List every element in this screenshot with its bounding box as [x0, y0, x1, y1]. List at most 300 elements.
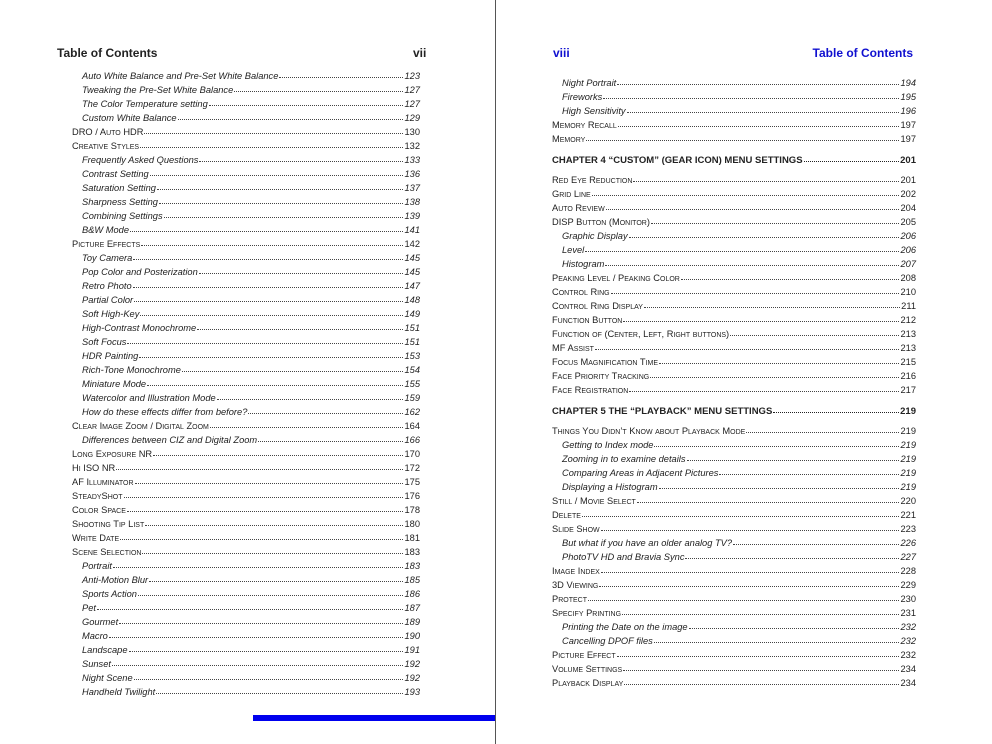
toc-entry[interactable] — [552, 173, 916, 187]
toc-entry-page: 189 — [404, 617, 420, 627]
toc-entry-page: 132 — [404, 141, 420, 151]
toc-entry-page: 227 — [900, 552, 916, 562]
toc-dot-leader — [623, 312, 899, 322]
toc-entry-label: 3D Viewing — [552, 580, 599, 590]
toc-dot-leader — [659, 479, 900, 489]
toc-entry-label: But what if you have an older analog TV? — [562, 538, 733, 548]
toc-entry[interactable] — [552, 341, 916, 355]
toc-entry[interactable] — [72, 265, 420, 279]
toc-entry-label: Protect — [552, 594, 587, 604]
toc-entry[interactable] — [72, 685, 420, 699]
toc-dot-leader — [651, 214, 900, 224]
toc-entry[interactable] — [552, 550, 916, 564]
toc-entry-page: 205 — [900, 217, 916, 227]
toc-entry-label: Miniature Mode — [82, 379, 147, 389]
toc-entry-label: Soft High-Key — [82, 309, 140, 319]
toc-entry-page: 219 — [900, 468, 916, 478]
toc-entry-label: Macro — [82, 631, 108, 641]
toc-entry-label: Memory — [552, 134, 586, 144]
toc-dot-leader — [178, 110, 404, 120]
toc-dot-leader — [119, 614, 403, 624]
toc-entry[interactable] — [552, 369, 916, 383]
toc-dot-leader — [624, 675, 899, 685]
toc-entry-page: 212 — [900, 315, 916, 325]
left-page-number: vii — [413, 46, 427, 60]
toc-entry-page: 191 — [404, 645, 420, 655]
toc-entry-label: Scene Selection — [72, 547, 142, 557]
toc-entry[interactable] — [552, 676, 916, 690]
toc-entry-label: High-Contrast Monochrome — [82, 323, 197, 333]
toc-dot-leader — [644, 298, 900, 308]
toc-dot-leader — [588, 591, 900, 601]
toc-entry-page: 204 — [900, 203, 916, 213]
toc-entry-page: 166 — [404, 435, 420, 445]
toc-entry[interactable] — [552, 327, 916, 341]
toc-entry[interactable] — [72, 321, 420, 335]
toc-entry[interactable] — [72, 545, 420, 559]
toc-entry[interactable] — [72, 307, 420, 321]
toc-entry[interactable] — [72, 419, 420, 433]
toc-entry[interactable] — [552, 187, 916, 201]
toc-entry-label: Night Scene — [82, 673, 133, 683]
toc-entry-page: 232 — [900, 650, 916, 660]
toc-entry[interactable] — [72, 223, 420, 237]
toc-dot-leader — [592, 186, 900, 196]
toc-dot-leader — [637, 493, 900, 503]
toc-entry[interactable] — [72, 433, 420, 447]
toc-entry-label: Rich-Tone Monochrome — [82, 365, 181, 375]
right-toc-list — [552, 76, 916, 690]
toc-entry-label: Toy Camera — [82, 253, 133, 263]
toc-entry-page: 213 — [900, 329, 916, 339]
toc-entry-label: Hi ISO NR — [72, 463, 116, 473]
toc-entry-label: Soft Focus — [82, 337, 127, 347]
toc-entry-page: 190 — [404, 631, 420, 641]
toc-entry-page: 172 — [404, 463, 420, 473]
toc-entry[interactable] — [552, 522, 916, 536]
toc-dot-leader — [164, 208, 404, 218]
toc-entry[interactable] — [72, 153, 420, 167]
toc-entry-label: Retro Photo — [82, 281, 132, 291]
toc-dot-leader — [139, 348, 403, 358]
toc-entry-label: Pet — [82, 603, 96, 613]
toc-dot-leader — [153, 446, 403, 456]
toc-entry-page: 155 — [404, 379, 420, 389]
toc-entry[interactable] — [552, 313, 916, 327]
toc-entry-page: 228 — [900, 566, 916, 576]
toc-dot-leader — [606, 200, 900, 210]
toc-entry-page: 147 — [404, 281, 420, 291]
toc-dot-leader — [109, 628, 404, 638]
toc-entry[interactable] — [72, 391, 420, 405]
toc-dot-leader — [144, 124, 403, 134]
toc-dot-leader — [585, 242, 899, 252]
right-page-number: viii — [553, 46, 570, 60]
toc-entry-page: 186 — [404, 589, 420, 599]
toc-entry[interactable] — [552, 271, 916, 285]
toc-entry-label: AF Illuminator — [72, 477, 134, 487]
toc-entry-page: 229 — [900, 580, 916, 590]
toc-dot-leader — [629, 228, 900, 238]
toc-entry[interactable] — [72, 195, 420, 209]
toc-entry-page: 219 — [900, 406, 916, 417]
toc-entry-page: 217 — [900, 385, 916, 395]
toc-entry[interactable] — [72, 461, 420, 475]
toc-entry-page: 230 — [900, 594, 916, 604]
toc-dot-leader — [159, 194, 404, 204]
toc-dot-leader — [746, 423, 899, 433]
toc-dot-leader — [617, 647, 900, 657]
toc-dot-leader — [627, 103, 900, 113]
toc-entry[interactable] — [552, 564, 916, 578]
toc-entry-page: 213 — [900, 343, 916, 353]
toc-entry-label: Function of (Center, Left, Right buttons) — [552, 329, 730, 339]
toc-entry-page: 170 — [404, 449, 420, 459]
toc-entry-page: 149 — [404, 309, 420, 319]
toc-entry-label: Grid Line — [552, 189, 591, 199]
toc-entry-page: 195 — [900, 92, 916, 102]
toc-entry-page: 219 — [900, 482, 916, 492]
toc-entry-page: 151 — [404, 337, 420, 347]
toc-entry-page: 221 — [900, 510, 916, 520]
toc-dot-leader — [586, 131, 899, 141]
toc-dot-leader — [659, 354, 899, 364]
toc-entry-page: 133 — [404, 155, 420, 165]
toc-entry-page: 181 — [404, 533, 420, 543]
toc-entry[interactable] — [552, 355, 916, 369]
toc-entry-label: Sports Action — [82, 589, 137, 599]
toc-entry-label: Displaying a Histogram — [562, 482, 658, 492]
toc-entry-page: 231 — [900, 608, 916, 618]
toc-entry[interactable] — [552, 257, 916, 271]
toc-entry[interactable] — [72, 349, 420, 363]
toc-entry-label: Histogram — [562, 259, 605, 269]
toc-dot-leader — [149, 572, 403, 582]
toc-dot-leader — [730, 326, 899, 336]
toc-dot-leader — [141, 236, 403, 246]
toc-entry[interactable] — [552, 90, 916, 104]
toc-entry[interactable] — [72, 671, 420, 685]
toc-entry[interactable] — [72, 559, 420, 573]
toc-entry-label: Differences between CIZ and Digital Zoom — [82, 435, 258, 445]
toc-entry[interactable] — [552, 438, 916, 452]
toc-entry[interactable] — [72, 125, 420, 139]
toc-entry-label: Control Ring — [552, 287, 610, 297]
toc-entry[interactable] — [72, 475, 420, 489]
toc-dot-leader — [599, 577, 899, 587]
toc-dot-leader — [654, 633, 900, 643]
toc-entry[interactable] — [72, 531, 420, 545]
toc-entry[interactable] — [72, 377, 420, 391]
toc-dot-leader — [130, 222, 403, 232]
toc-entry-label: DRO / Auto HDR — [72, 127, 144, 137]
toc-dot-leader — [217, 390, 404, 400]
toc-entry-label: Slide Show — [552, 524, 600, 534]
toc-dot-leader — [685, 549, 899, 559]
toc-entry-page: 219 — [900, 440, 916, 450]
toc-entry-label: PhotoTV HD and Bravia Sync — [562, 552, 685, 562]
toc-entry-page: 137 — [404, 183, 420, 193]
toc-dot-leader — [601, 563, 900, 573]
toc-dot-leader — [623, 661, 899, 671]
toc-entry[interactable] — [72, 335, 420, 349]
toc-entry-page: 219 — [900, 454, 916, 464]
toc-dot-leader — [582, 507, 900, 517]
toc-entry[interactable] — [552, 104, 916, 118]
toc-entry[interactable] — [72, 601, 420, 615]
toc-entry-label: Frequently Asked Questions — [82, 155, 199, 165]
toc-entry[interactable] — [552, 243, 916, 257]
toc-entry-label: Function Button — [552, 315, 623, 325]
toc-entry-page: 151 — [404, 323, 420, 333]
toc-entry-label: Control Ring Display — [552, 301, 643, 311]
toc-entry-page: 194 — [900, 78, 916, 88]
toc-entry-label: Combining Settings — [82, 211, 163, 221]
toc-entry-page: 232 — [900, 622, 916, 632]
toc-entry[interactable] — [72, 293, 420, 307]
toc-entry-label: Getting to Index mode — [562, 440, 654, 450]
toc-entry-label: Clear Image Zoom / Digital Zoom — [72, 421, 209, 431]
toc-entry[interactable] — [552, 494, 916, 508]
toc-dot-leader — [120, 530, 403, 540]
toc-dot-leader — [147, 376, 403, 386]
toc-dot-leader — [113, 558, 404, 568]
toc-entry-label: Landscape — [82, 645, 128, 655]
toc-entry[interactable] — [552, 215, 916, 229]
toc-entry-label: Saturation Setting — [82, 183, 156, 193]
toc-dot-leader — [611, 284, 900, 294]
toc-entry-page: 196 — [900, 106, 916, 116]
toc-dot-leader — [622, 605, 899, 615]
toc-entry-page: 129 — [404, 113, 420, 123]
toc-entry[interactable] — [552, 606, 916, 620]
toc-entry-label: Delete — [552, 510, 581, 520]
toc-entry[interactable] — [552, 299, 916, 313]
toc-dot-leader — [209, 96, 404, 106]
toc-entry[interactable] — [552, 118, 916, 132]
toc-dot-leader — [603, 89, 899, 99]
toc-entry-label: Color Space — [72, 505, 126, 515]
toc-entry[interactable] — [72, 503, 420, 517]
toc-entry-page: 201 — [900, 175, 916, 185]
toc-entry-label: MF Assist — [552, 343, 594, 353]
toc-entry-label: Creative Styles — [72, 141, 140, 151]
toc-dot-leader — [719, 465, 899, 475]
toc-entry-label: Zooming in to examine details — [562, 454, 686, 464]
toc-entry[interactable] — [72, 181, 420, 195]
toc-entry-label: Fireworks — [562, 92, 603, 102]
toc-entry[interactable] — [72, 111, 420, 125]
toc-dot-leader — [629, 382, 899, 392]
toc-entry-label: Watercolor and Illustration Mode — [82, 393, 216, 403]
toc-entry-label: Partial Color — [82, 295, 134, 305]
toc-entry-page: 159 — [404, 393, 420, 403]
toc-entry-label: Printing the Date on the image — [562, 622, 688, 632]
toc-entry-page: 219 — [900, 426, 916, 436]
toc-dot-leader — [681, 270, 900, 280]
toc-entry-page: 201 — [900, 155, 916, 166]
toc-entry-page: 130 — [404, 127, 420, 137]
toc-entry-label: Playback Display — [552, 678, 624, 688]
toc-chapter-heading[interactable] — [552, 153, 916, 167]
toc-entry[interactable] — [552, 592, 916, 606]
toc-entry-label: Volume Settings — [552, 664, 623, 674]
toc-dot-leader — [140, 138, 403, 148]
toc-entry[interactable] — [552, 480, 916, 494]
toc-entry-label: HDR Painting — [82, 351, 139, 361]
toc-entry-page: 148 — [404, 295, 420, 305]
toc-entry[interactable] — [72, 363, 420, 377]
toc-entry-label: Image Index — [552, 566, 600, 576]
toc-entry[interactable] — [72, 643, 420, 657]
toc-entry[interactable] — [72, 573, 420, 587]
toc-entry[interactable] — [72, 517, 420, 531]
toc-entry-label: Shooting Tip List — [72, 519, 145, 529]
toc-dot-leader — [157, 180, 404, 190]
toc-entry-page: 207 — [900, 259, 916, 269]
toc-entry[interactable] — [72, 97, 420, 111]
toc-dot-leader — [134, 292, 403, 302]
toc-dot-leader — [773, 403, 899, 413]
toc-entry-label: Night Portrait — [562, 78, 617, 88]
toc-entry-label: Red Eye Reduction — [552, 175, 633, 185]
toc-entry-page: 208 — [900, 273, 916, 283]
toc-entry-page: 127 — [404, 85, 420, 95]
toc-entry-page: 206 — [900, 231, 916, 241]
toc-entry-label: SteadyShot — [72, 491, 123, 501]
toc-entry[interactable] — [552, 424, 916, 438]
toc-entry-label: B&W Mode — [82, 225, 130, 235]
toc-dot-leader — [116, 460, 403, 470]
left-page — [0, 0, 495, 744]
toc-entry-page: 153 — [404, 351, 420, 361]
toc-entry[interactable] — [552, 383, 916, 397]
toc-entry-label: Contrast Setting — [82, 169, 149, 179]
toc-dot-leader — [733, 535, 899, 545]
toc-entry-page: 180 — [404, 519, 420, 529]
toc-entry-label: Gourmet — [82, 617, 119, 627]
toc-entry[interactable] — [72, 629, 420, 643]
toc-entry[interactable] — [552, 578, 916, 592]
toc-entry-page: 136 — [404, 169, 420, 179]
toc-entry[interactable] — [552, 201, 916, 215]
toc-dot-leader — [150, 166, 404, 176]
toc-dot-leader — [689, 619, 900, 629]
toc-dot-leader — [182, 362, 404, 372]
toc-entry[interactable] — [552, 466, 916, 480]
toc-entry[interactable] — [72, 587, 420, 601]
right-header-title: Table of Contents — [812, 46, 913, 60]
toc-entry-label: Level — [562, 245, 585, 255]
toc-dot-leader — [133, 250, 403, 260]
toc-entry-label: CHAPTER 4 “CUSTOM” (GEAR ICON) MENU SETTINGS — [552, 155, 803, 166]
toc-entry-page: 139 — [404, 211, 420, 221]
toc-entry[interactable] — [552, 76, 916, 90]
toc-entry-page: 164 — [404, 421, 420, 431]
toc-entry-page: 175 — [404, 477, 420, 487]
toc-entry[interactable] — [552, 536, 916, 550]
toc-entry-label: Auto White Balance and Pre-Set White Balance — [82, 71, 279, 81]
toc-entry-page: 178 — [404, 505, 420, 515]
toc-dot-leader — [142, 544, 403, 554]
toc-entry-label: DISP Button (Monitor) — [552, 217, 650, 227]
toc-dot-leader — [124, 488, 404, 498]
toc-entry-page: 232 — [900, 636, 916, 646]
toc-dot-leader — [199, 152, 403, 162]
toc-dot-leader — [248, 404, 403, 414]
toc-entry[interactable] — [552, 620, 916, 634]
toc-dot-leader — [595, 340, 900, 350]
toc-entry[interactable] — [552, 662, 916, 676]
toc-entry[interactable] — [552, 229, 916, 243]
toc-entry-label: Picture Effect — [552, 650, 616, 660]
toc-entry[interactable] — [72, 489, 420, 503]
toc-dot-leader — [127, 502, 404, 512]
toc-entry[interactable] — [552, 634, 916, 648]
toc-entry[interactable] — [552, 648, 916, 662]
left-toc-list — [72, 69, 420, 699]
toc-entry-page: 141 — [404, 225, 420, 235]
toc-entry-page: 234 — [900, 664, 916, 674]
toc-dot-leader — [112, 656, 404, 666]
toc-entry[interactable] — [552, 285, 916, 299]
left-header-title: Table of Contents — [57, 46, 158, 60]
toc-entry-label: Focus Magnification Time — [552, 357, 659, 367]
toc-entry[interactable] — [72, 405, 420, 419]
toc-entry-label: The Color Temperature setting — [82, 99, 208, 109]
toc-dot-leader — [127, 334, 403, 344]
right-page — [496, 0, 992, 744]
toc-entry[interactable] — [72, 615, 420, 629]
toc-dot-leader — [129, 642, 404, 652]
toc-chapter-heading[interactable] — [552, 404, 916, 418]
toc-entry[interactable] — [72, 83, 420, 97]
toc-entry[interactable] — [72, 447, 420, 461]
toc-entry-label: Custom White Balance — [82, 113, 177, 123]
toc-entry-label: Sharpness Setting — [82, 197, 158, 207]
toc-dot-leader — [633, 172, 899, 182]
toc-dot-leader — [210, 418, 404, 428]
toc-entry-page: 154 — [404, 365, 420, 375]
toc-entry[interactable] — [72, 209, 420, 223]
toc-dot-leader — [134, 670, 404, 680]
toc-entry[interactable] — [72, 69, 420, 83]
toc-dot-leader — [135, 474, 404, 484]
toc-entry-page: 223 — [900, 524, 916, 534]
toc-entry-label: Graphic Display — [562, 231, 628, 241]
toc-entry[interactable] — [72, 167, 420, 181]
toc-dot-leader — [97, 600, 404, 610]
toc-entry-label: Still / Movie Select — [552, 496, 636, 506]
toc-entry[interactable] — [552, 452, 916, 466]
toc-dot-leader — [145, 516, 403, 526]
toc-dot-leader — [618, 117, 900, 127]
toc-entry[interactable] — [72, 657, 420, 671]
toc-entry[interactable] — [72, 251, 420, 265]
toc-entry[interactable] — [72, 237, 420, 251]
toc-entry[interactable] — [72, 139, 420, 153]
toc-entry-page: 193 — [404, 687, 420, 697]
toc-entry[interactable] — [552, 508, 916, 522]
toc-entry-page: 234 — [900, 678, 916, 688]
toc-dot-leader — [804, 152, 900, 162]
toc-entry-label: Cancelling DPOF files — [562, 636, 653, 646]
toc-entry-label: Portrait — [82, 561, 112, 571]
toc-entry[interactable] — [552, 132, 916, 146]
toc-entry[interactable] — [72, 279, 420, 293]
toc-entry-page: 187 — [404, 603, 420, 613]
toc-entry-label: Auto Review — [552, 203, 605, 213]
